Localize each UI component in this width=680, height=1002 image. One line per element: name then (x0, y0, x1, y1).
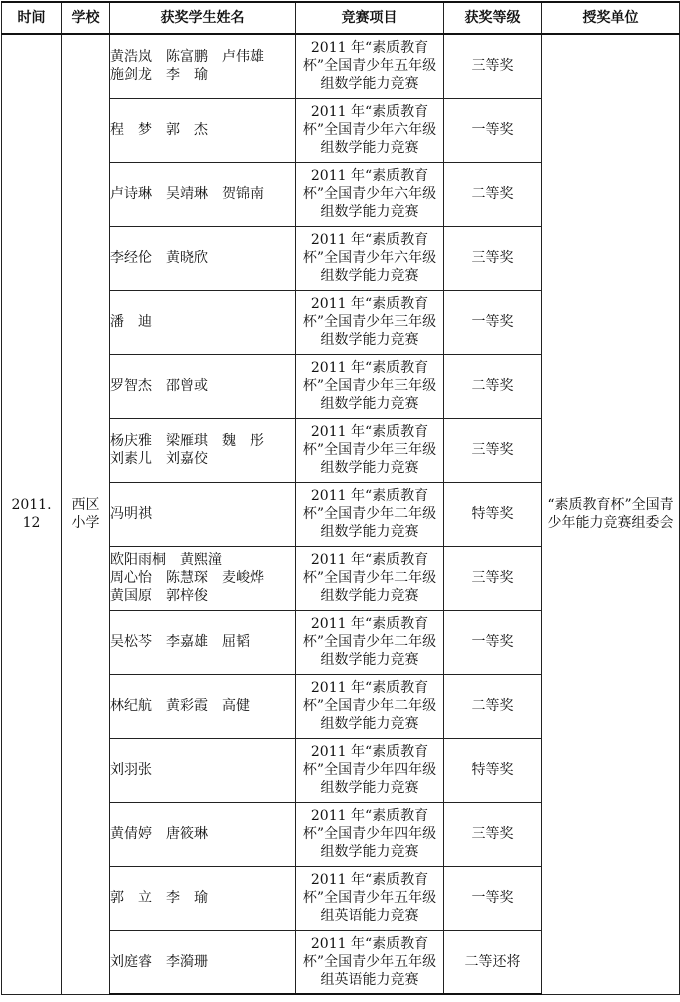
student-names-cell: 卢诗琳 吴靖琳 贺锦南 (110, 162, 296, 226)
date-cell: 2011. 12 (2, 34, 62, 994)
student-names-cell: 郭 立 李 瑜 (110, 866, 296, 930)
header-school: 学校 (62, 2, 110, 34)
competition-cell: 2011 年“素质教育杯”全国青少年三年级组数学能力竞赛 (296, 354, 444, 418)
award-level-cell: 三等奖 (444, 546, 542, 610)
award-level-cell: 特等奖 (444, 482, 542, 546)
competition-cell: 2011 年“素质教育杯”全国青少年四年级组数学能力竞赛 (296, 802, 444, 866)
student-names-cell: 黄浩岚 陈富鹏 卢伟雄 施剑龙 李 瑜 (110, 34, 296, 98)
student-names-cell: 刘羽张 (110, 738, 296, 802)
award-level-cell: 二等奖 (444, 354, 542, 418)
award-table (1, 1, 680, 995)
competition-cell: 2011 年“素质教育杯”全国青少年四年级组数学能力竞赛 (296, 738, 444, 802)
header-time: 时间 (2, 2, 62, 34)
table-row (2, 34, 680, 98)
competition-cell: 2011 年“素质教育杯”全国青少年二年级组数学能力竞赛 (296, 610, 444, 674)
header-student-names: 获奖学生姓名 (110, 2, 296, 34)
header-competition: 竞赛项目 (296, 2, 444, 34)
competition-cell: 2011 年“素质教育杯”全国青少年五年级组英语能力竞赛 (296, 930, 444, 994)
award-level-cell: 三等奖 (444, 226, 542, 290)
student-names-cell: 潘 迪 (110, 290, 296, 354)
student-names-cell: 林纪航 黄彩霞 高健 (110, 674, 296, 738)
student-names-cell: 罗智杰 邵曾或 (110, 354, 296, 418)
student-names-cell: 吴松芩 李嘉雄 屈韬 (110, 610, 296, 674)
competition-cell: 2011 年“素质教育杯”全国青少年五年级组英语能力竞赛 (296, 866, 444, 930)
award-level-cell: 三等奖 (444, 418, 542, 482)
student-names-cell: 杨庆雅 梁雁琪 魏 彤 刘素儿 刘嘉佼 (110, 418, 296, 482)
award-level-cell: 一等奖 (444, 866, 542, 930)
table-header (2, 2, 680, 34)
student-names-cell: 刘庭睿 李漪珊 (110, 930, 296, 994)
competition-cell: 2011 年“素质教育杯”全国青少年五年级组数学能力竞赛 (296, 34, 444, 98)
award-level-cell: 一等奖 (444, 290, 542, 354)
student-names-cell: 冯明祺 (110, 482, 296, 546)
competition-cell: 2011 年“素质教育杯”全国青少年二年级组数学能力竞赛 (296, 546, 444, 610)
competition-cell: 2011 年“素质教育杯”全国青少年六年级组数学能力竞赛 (296, 162, 444, 226)
header-award-level: 获奖等级 (444, 2, 542, 34)
award-level-cell: 三等奖 (444, 34, 542, 98)
student-names-cell: 程 梦 郭 杰 (110, 98, 296, 162)
student-names-cell: 欧阳雨桐 黄熙潼 周心怡 陈慧琛 麦峻烨 黄国原 郭梓俊 (110, 546, 296, 610)
competition-cell: 2011 年“素质教育杯”全国青少年二年级组数学能力竞赛 (296, 674, 444, 738)
competition-cell: 2011 年“素质教育杯”全国青少年六年级组数学能力竞赛 (296, 226, 444, 290)
award-level-cell: 二等还将 (444, 930, 542, 994)
award-level-cell: 特等奖 (444, 738, 542, 802)
school-cell: 西区 小学 (62, 34, 110, 994)
header-awarding-unit: 授奖单位 (542, 2, 680, 34)
student-names-cell: 黄倩婷 唐筱琳 (110, 802, 296, 866)
award-level-cell: 三等奖 (444, 802, 542, 866)
student-names-cell: 李经伦 黄晓欣 (110, 226, 296, 290)
award-level-cell: 一等奖 (444, 98, 542, 162)
competition-cell: 2011 年“素质教育杯”全国青少年二年级组数学能力竞赛 (296, 482, 444, 546)
competition-cell: 2011 年“素质教育杯”全国青少年三年级组数学能力竞赛 (296, 418, 444, 482)
award-level-cell: 二等奖 (444, 162, 542, 226)
award-level-cell: 二等奖 (444, 674, 542, 738)
award-level-cell: 一等奖 (444, 610, 542, 674)
awarding-unit-cell: “素质教育杯”全国青少年能力竞赛组委会 (542, 34, 680, 994)
table-body (2, 34, 680, 994)
competition-cell: 2011 年“素质教育杯”全国青少年六年级组数学能力竞赛 (296, 98, 444, 162)
competition-cell: 2011 年“素质教育杯”全国青少年三年级组数学能力竞赛 (296, 290, 444, 354)
